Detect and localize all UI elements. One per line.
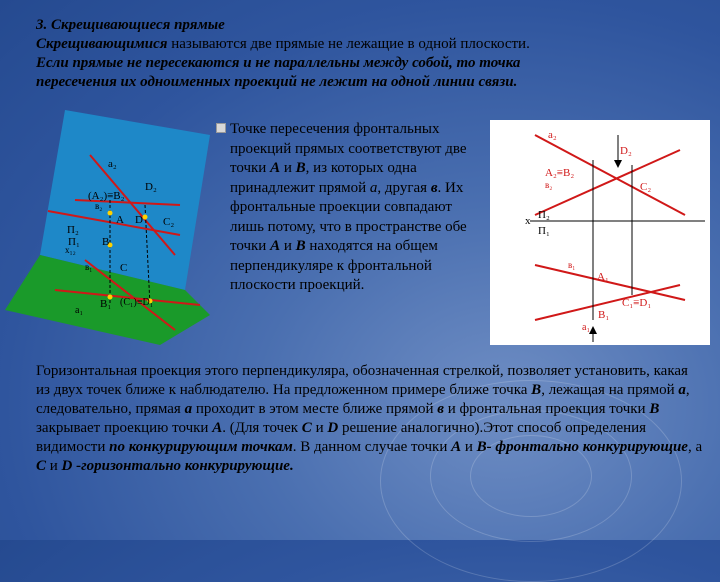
definition-line: Скрещивающимися называются две прямые не лежащие в одной плоскости. (36, 36, 530, 52)
label: C₂ (163, 216, 175, 228)
label: C (120, 262, 128, 274)
arrow-head (589, 326, 597, 334)
label: a₂ (108, 158, 117, 170)
label: (A₂)≡B₂ (88, 190, 125, 202)
label: П₁ (68, 236, 80, 248)
label: x₁₂ (65, 245, 76, 255)
label: A (116, 214, 124, 226)
label: a₁ (582, 322, 590, 333)
rule-line-2: пересечения их одноименных проекций не лежит на одной линии связи. (36, 74, 518, 90)
arrow-head (614, 160, 622, 168)
label: C₂ (640, 181, 652, 193)
line-v1 (535, 265, 685, 300)
frontal-projection-paragraph: Точке пересечения фронтальных проекций прямых соответствуют две точки А и В, из которых одна принадлежит прямой а, другая в. Их фронтальные проекции совпадают лишь потому, что в пространстве обе точки А и В находятся на общем перпендикуляре к фронтальной плоскости проекций. (230, 121, 467, 293)
label: в₁ (85, 262, 93, 272)
label: П₁ (538, 225, 550, 237)
label: в₂ (545, 180, 553, 190)
point-A (108, 211, 113, 216)
label: a₁ (75, 305, 83, 316)
rule-line-1: Если прямые не пересекаются и не параллельны между собой, то точка (36, 55, 521, 71)
label: в₁ (568, 260, 576, 270)
label: A₂≡B₂ (545, 167, 575, 179)
label: D₂ (145, 181, 157, 193)
label: B (102, 236, 110, 248)
label: (C₁)≡D₁ (120, 297, 154, 308)
label: C₁≡D₁ (622, 297, 652, 309)
label: D₂ (620, 145, 632, 157)
label: П₂ (538, 209, 550, 221)
bullet-marker (216, 123, 226, 133)
section-title: 3. Скрещивающиеся прямые (36, 17, 225, 33)
line-v2 (535, 150, 680, 215)
label: B₁ (100, 298, 112, 310)
label: П₂ (67, 224, 79, 236)
spatial-diagram (0, 105, 225, 350)
label: a₂ (548, 129, 557, 141)
slide-header (36, 16, 696, 92)
label: D (135, 214, 143, 226)
point-D (143, 215, 148, 220)
epure-diagram (490, 120, 710, 345)
explanation-paragraph: Горизонтальная проекция этого перпендикуляра, обозначенная стрелкой, позволяет установить, какая из двух точек ближе к наблюдателю. На предложенном примере ближе точка В, лежащая на прямой а, следовательно, прямая а проходит в этом месте ближе прямой в и фронтальная проекция точки В закрывает проекцию точки А. (Для точек С и D решение аналогично).Этот способ определения видимости по конкурирующим точкам. В данном случае точки А и В- фронтально конкурирующие, а С и D -горизонтально конкурирующие. (36, 363, 703, 474)
label: A₁ (597, 271, 609, 283)
label: в₂ (95, 201, 103, 211)
label: x (525, 215, 531, 227)
label: B₁ (598, 309, 610, 321)
